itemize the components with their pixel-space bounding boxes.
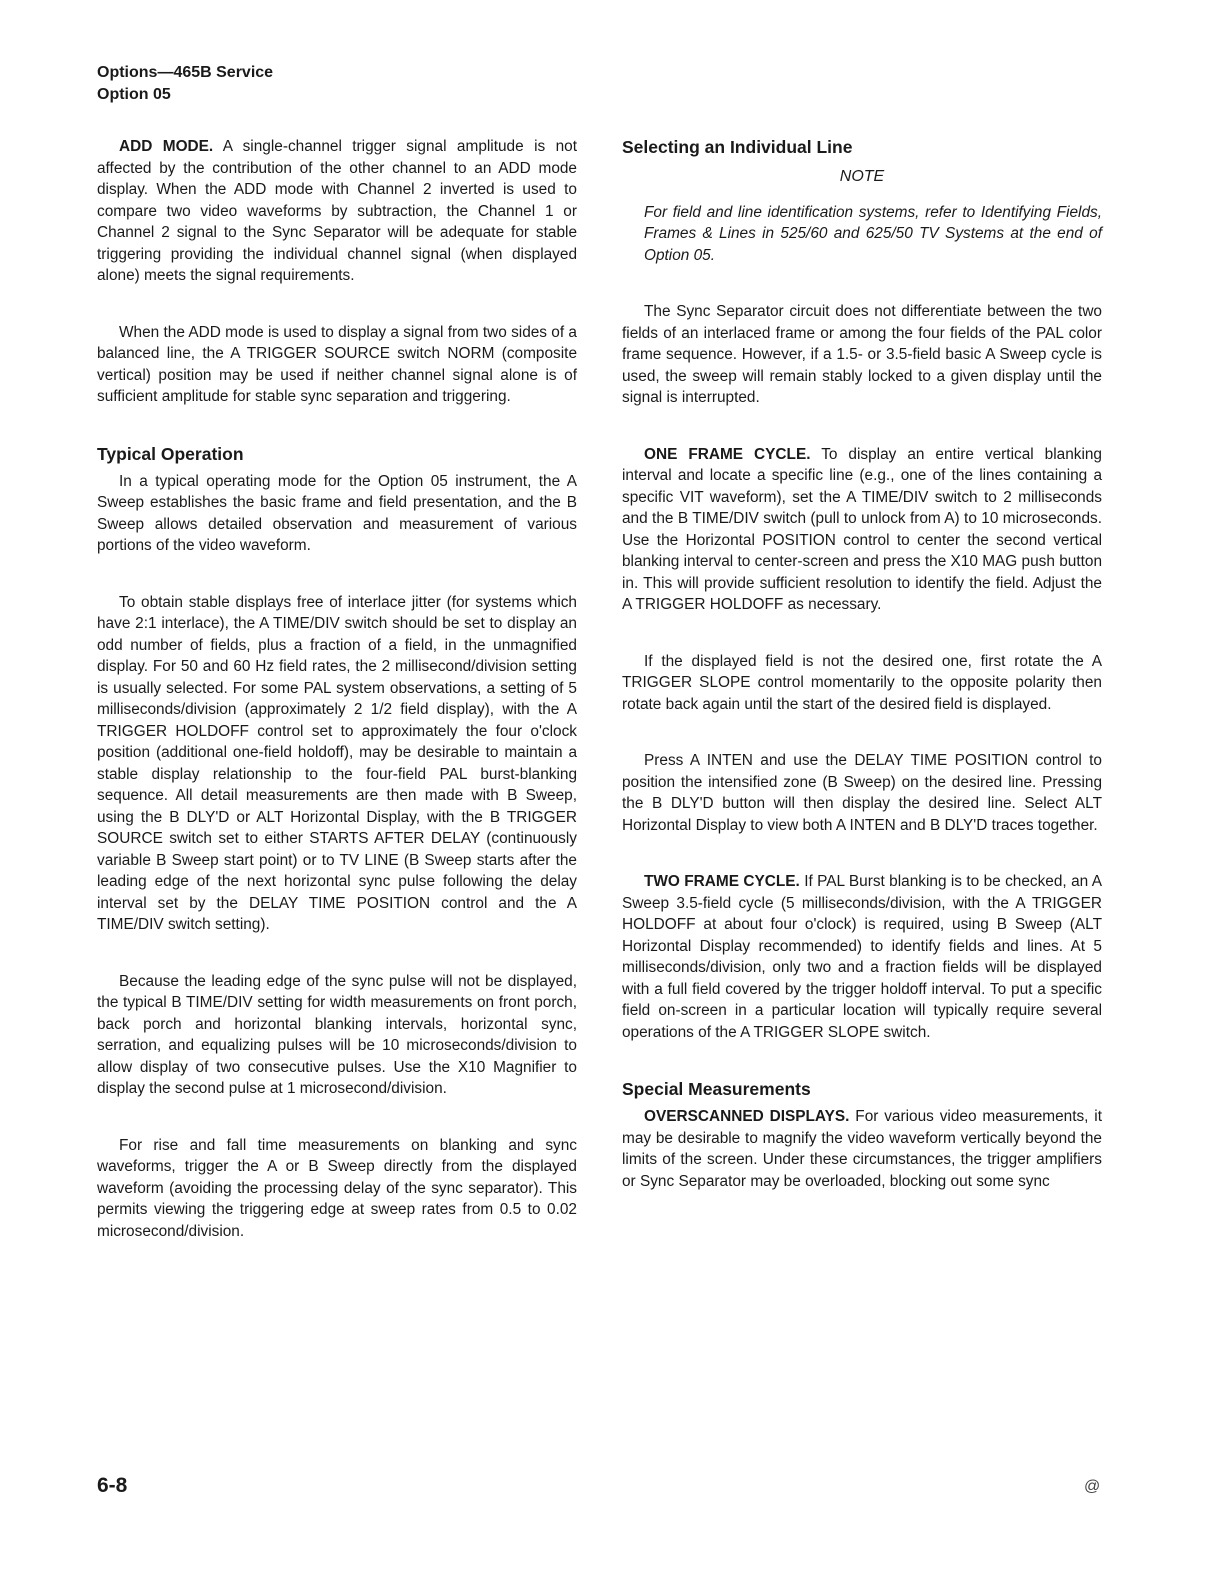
add-mode-text: A single-channel trigger signal amplitude is not affected by the contribution of the other channel to an ADD mode display. When the ADD mode with Channel 2 inverted is used to compare two video waveforms by subtraction, the Channel 1 or Channel 2 signal to the Sync Separator will be adequate for stable triggering providing the individual channel signal (when displayed alone) meets the signal requirements.	[97, 138, 578, 284]
header-option-label: Option 05	[97, 86, 171, 103]
inten-paragraph: Press A INTEN and use the DELAY TIME POSITION control to position the intensified zone (B Sweep) on the desired line. Pressing the B DLY'D button will then display the desired line. Select ALT Horizontal Display to view both A INTEN and B DLY'D traces together.	[622, 752, 1102, 834]
header-section-title: Options—465B Service	[97, 64, 274, 81]
right-column	[622, 136, 1102, 1192]
one-frame-run-head: ONE FRAME CYCLE.	[644, 445, 811, 463]
two-frame-text: If PAL Burst blanking is to be checked, an A Sweep 3.5-field cycle (5 milliseconds/division, with the A TRIGGER HOLDOFF at about four o'clock) is required, using B Sweep (ALT Horizontal Display recommended) to identify fields and lines. At 5 milliseconds/division, only two and a fraction fields will be displayed with a full field covered by the trigger holdoff interval. To put a specific field on-screen in a particular location will typically require several operations of the A TRIGGER SLOPE switch.	[622, 873, 1102, 1041]
two-frame-cycle-paragraph	[622, 871, 1102, 1043]
special-measurements-heading: Special Measurements	[622, 1079, 811, 1099]
typical-operation-paragraph-1: In a typical operating mode for the Option 05 instrument, the A Sweep establishes the basic frame and field presentation, and the B Sweep allows detailed observation and measurement of various portions of the video waveform.	[97, 472, 577, 554]
add-mode-run-head: ADD MODE.	[119, 138, 214, 155]
field-rotate-paragraph: If the displayed field is not the desired one, first rotate the A TRIGGER SLOPE control momentarily to the opposite polarity then rotate back again until the start of the desired field is displayed.	[622, 652, 1102, 713]
page-header	[97, 62, 273, 106]
note-title: NOTE	[839, 168, 885, 185]
selecting-line-heading: Selecting an Individual Line	[622, 137, 853, 157]
typical-operation-paragraph-2: To obtain stable displays free of interlace jitter (for systems which have 2:1 interlace), the A TIME/DIV switch should be set to display an odd number of fields, plus a fraction of a field, in the unmagnified display. For 50 and 60 Hz field rates, the 2 millisecond/division setting is usually selected. For some PAL system observations, a setting of 5 milliseconds/division (approximately 2 1/2 field display), with the A TRIGGER HOLDOFF control set to approximately the four o'clock position (additional one-field holdoff), may be desirable to maintain a stable display relationship to the four-field PAL burst-blanking sequence. All detail measurements are then made with B Sweep, using the B DLY'D or ALT Horizontal Display, with the B TRIGGER SOURCE switch set to either STARTS AFTER DELAY (continuously variable B Sweep start point) or to TV LINE (B Sweep starts after the leading edge of the next horizontal sync pulse following the delay interval set by the DELAY TIME POSITION control and the A TIME/DIV switch setting).	[97, 593, 577, 933]
overscanned-paragraph	[622, 1106, 1102, 1192]
page-number: 6-8	[97, 1474, 128, 1497]
one-frame-text: To display an entire vertical blanking interval and locate a specific line (e.g., one of the lines containing a specific VIT waveform), set the A TIME/DIV switch to 2 milliseconds and the B TIME/DIV switch (pull to unlock from A) to 10 microseconds. Use the Horizontal POSITION control to center the second vertical blanking interval to center-screen and press the X10 MAG push button in. This will provide sufficient resolution to identify the field. Adjust the A TRIGGER HOLDOFF as necessary.	[622, 445, 1102, 613]
left-column	[97, 136, 577, 1242]
footer-mark: @	[1084, 1478, 1101, 1495]
one-frame-cycle-paragraph	[622, 444, 1102, 616]
note-body: For field and line identification systems, refer to Identifying Fields, Frames & Lines in 525/60 and 625/50 TV Systems at the end of Option 05.	[644, 203, 1102, 264]
overscanned-text: For various video measurements, it may be desirable to magnify the video waveform vertically beyond the limits of the screen. Under these circumstances, the trigger amplifiers or Sync Separator may be overloaded, blocking out some sync	[622, 1108, 1102, 1190]
add-mode-paragraph-2: When the ADD mode is used to display a signal from two sides of a balanced line, the A TRIGGER SOURCE switch NORM (composite vertical) position may be used if neither channel signal alone is of sufficient amplitude for stable sync separation and triggering.	[97, 323, 577, 405]
overscanned-run-head: OVERSCANNED DISPLAYS.	[644, 1108, 850, 1125]
typical-operation-heading: Typical Operation	[97, 443, 244, 464]
typical-operation-paragraph-4: For rise and fall time measurements on blanking and sync waveforms, trigger the A or B Sweep directly from the displayed waveform (avoiding the processing delay of the sync separator). This permits viewing the triggering edge at sweep rates from 0.5 to 0.02 microsecond/division.	[97, 1136, 577, 1240]
sync-separator-paragraph: The Sync Separator circuit does not differentiate between the two fields of an interlaced frame or among the four fields of the PAL color frame sequence. However, if a 1.5- or 3.5-field basic A Sweep cycle is used, the sweep will remain stably locked to a given display until the signal is interrupted.	[622, 303, 1102, 406]
two-frame-run-head: TWO FRAME CYCLE.	[644, 873, 800, 890]
typical-operation-paragraph-3: Because the leading edge of the sync pulse will not be displayed, the typical B TIME/DIV setting for width measurements on front porch, back porch and horizontal blanking intervals, horizontal sync, serration, and equalizing pulses will be 10 microseconds/division to allow display of two consecutive pulses. Use the X10 Magnifier to display the second pulse at 1 microsecond/division.	[97, 972, 577, 1097]
add-mode-paragraph	[97, 136, 577, 287]
